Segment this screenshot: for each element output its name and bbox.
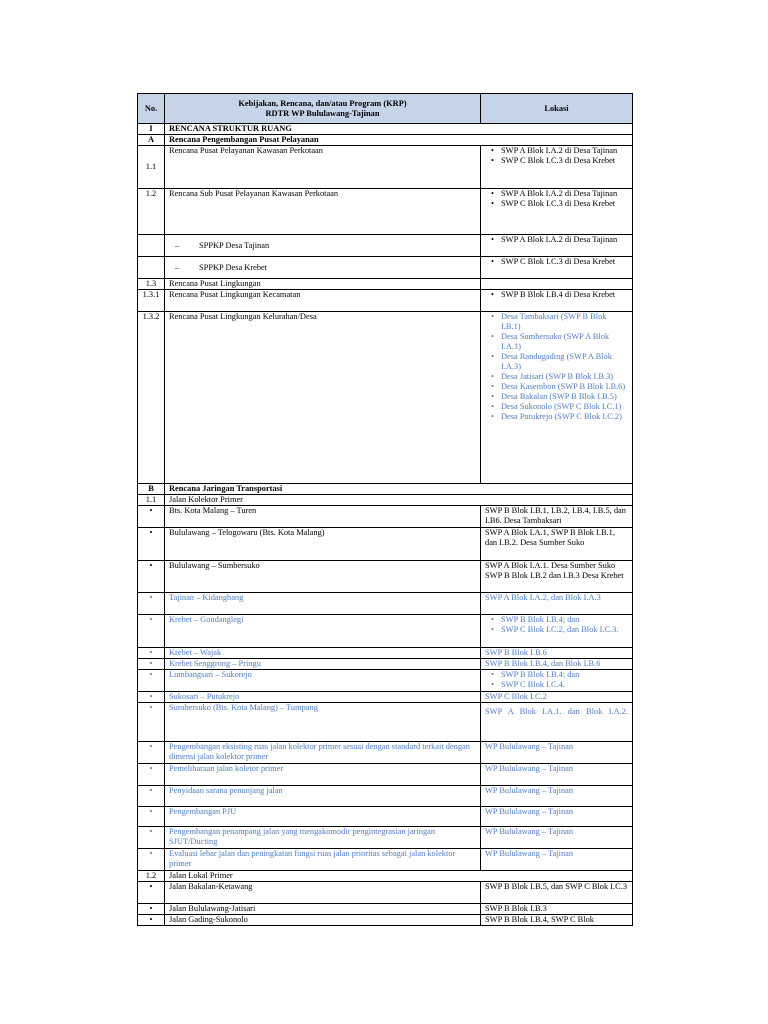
row-krp — [165, 257, 481, 279]
row-lokasi: SWP B Blok I.B.3 — [481, 904, 633, 915]
table-row — [138, 786, 633, 807]
table-row — [138, 882, 633, 904]
table-row — [138, 871, 633, 882]
list-item: • Desa Kasembon (SWP B Blok I.B.6) — [501, 382, 628, 392]
bullet: • — [138, 692, 165, 703]
row-lokasi: SWP C Blok I.C.2 — [481, 692, 633, 703]
table-row — [138, 506, 633, 528]
list-item: • Desa Tambaksari (SWP B Blok I.B.1) — [501, 312, 628, 332]
bullet: • — [138, 506, 165, 528]
row-lokasi: WP Bululawang – Tajinan — [481, 827, 633, 849]
row-lokasi: SWP B Blok I.B.1, I.B.2, I.B.4, I.B.5, dan I.B6. Desa Tambaksari — [481, 506, 633, 528]
row-krp: Rencana Pusat Lingkungan Kelurahan/Desa — [165, 312, 481, 484]
table-row — [138, 807, 633, 827]
table-row — [138, 703, 633, 742]
list-item: • SWP C Blok I.C.3 di Desa Krebet — [501, 156, 628, 166]
bullet: • — [138, 670, 165, 692]
header-krp-line1: Kebijakan, Rencana, dan/atau Program (KRP) — [238, 98, 407, 108]
row-lokasi — [481, 235, 633, 257]
bullet: • — [138, 807, 165, 827]
row-lokasi: WP Bululawang – Tajinan — [481, 849, 633, 871]
table-row — [138, 849, 633, 871]
row-krp: Jalan Kolektor Primer — [165, 495, 633, 506]
table-row — [138, 279, 633, 290]
row-no: 1.3 — [138, 279, 165, 290]
list-item: • Desa Sumbersuko (SWP A Blok I.A.1) — [501, 332, 628, 352]
row-krp: Pengembangan penampang jalan yang mengakomodir pengintegrasian jaringan SJUT/Ducting — [165, 827, 481, 849]
row-no: 1.3.2 — [138, 312, 165, 484]
row-no: 1.2 — [138, 189, 165, 235]
row-krp: Jalan Bululawang-Jatisari — [165, 904, 481, 915]
row-lokasi: WP Bululawang – Tajinan — [481, 742, 633, 764]
bullet: • — [138, 827, 165, 849]
section-title: Rencana Pengembangan Pusat Pelayanan — [165, 135, 633, 146]
row-no: 1.3.1 — [138, 290, 165, 312]
row-krp: Sukosari – Putukrejo — [165, 692, 481, 703]
bullet: • — [138, 528, 165, 561]
row-lokasi: SWP B Blok I.B.4, dan Blok I.B.6 — [481, 659, 633, 670]
list-item: • SWP B Blok I.B.4; dan — [501, 670, 628, 680]
row-lokasi — [481, 257, 633, 279]
table-row — [138, 692, 633, 703]
table-row — [138, 764, 633, 786]
dash-marker: – — [175, 262, 180, 272]
row-lokasi: SWP B Blok I.B.4, SWP C Blok — [481, 915, 633, 926]
row-krp: Tajinan – Kidangbang — [165, 593, 481, 615]
row-krp: Rencana Pusat Lingkungan Kecamatan — [165, 290, 481, 312]
header-no: No. — [138, 94, 165, 124]
row-krp: Pengembangan eksisting ruas jalan kolektor primer sesuai dengan standard terkait dengan dimensi jalan kolektor primer — [165, 742, 481, 764]
table-header-row — [138, 94, 633, 124]
row-krp: Sumbersuko (Bts. Kota Malang) – Tumpang — [165, 703, 481, 742]
section-row — [138, 135, 633, 146]
header-lokasi: Lokasi — [481, 94, 633, 124]
list-item: • SWP A Blok I.A.2 di Desa Tajinan — [501, 146, 628, 156]
list-item: • Desa Jatisari (SWP B Blok I.B.3) — [501, 372, 628, 382]
bullet: • — [138, 904, 165, 915]
row-lokasi: WP Bululawang – Tajinan — [481, 764, 633, 786]
bullet: • — [138, 786, 165, 807]
row-lokasi — [481, 146, 633, 189]
row-krp: Krebet – Wajak — [165, 648, 481, 659]
bullet: • — [138, 764, 165, 786]
row-krp: Rencana Pusat Pelayanan Kawasan Perkotaan — [165, 146, 481, 189]
row-lokasi — [481, 670, 633, 692]
bullet: • — [138, 742, 165, 764]
table-row — [138, 528, 633, 561]
table-row — [138, 670, 633, 692]
row-krp: Penyidaan sarana penunjang jalan — [165, 786, 481, 807]
row-krp: Lumbangsari – Sukorejo — [165, 670, 481, 692]
row-krp: Pengembangan PJU — [165, 807, 481, 827]
row-lokasi: WP Bululawang – Tajinan — [481, 807, 633, 827]
dash-marker: – — [175, 240, 180, 250]
list-item: • Desa Putukrejo (SWP C Blok I.C.2) — [501, 412, 628, 422]
row-lokasi — [481, 312, 633, 484]
row-lokasi — [481, 189, 633, 235]
table-row — [138, 495, 633, 506]
header-krp-line2: RDTR WP Bululawang-Tajinan — [265, 108, 380, 118]
bullet: • — [138, 703, 165, 742]
row-lokasi: SWP A Blok I.A.1. dan Blok I.A.2. — [481, 703, 633, 742]
sub-item-label: SPPKP Desa Krebet — [199, 262, 268, 272]
krp-table — [137, 93, 633, 926]
row-krp: Bts. Kota Malang – Turen — [165, 506, 481, 528]
row-lokasi: WP Bululawang – Tajinan — [481, 786, 633, 807]
row-lokasi — [481, 615, 633, 648]
section-title: RENCANA STRUKTUR RUANG — [165, 124, 633, 135]
row-krp: Rencana Sub Pusat Pelayanan Kawasan Perkotaan — [165, 189, 481, 235]
row-no: 1.2 — [138, 871, 165, 882]
list-item: • SWP B Blok I.B.4 di Desa Krebet — [501, 290, 628, 300]
table-row — [138, 648, 633, 659]
table-row — [138, 904, 633, 915]
table-row — [138, 615, 633, 648]
table-row — [138, 593, 633, 615]
row-no: 1.1 — [138, 146, 165, 189]
section-title: Rencana Jaringan Transportasi — [165, 484, 633, 495]
bullet: • — [138, 615, 165, 648]
table-row — [138, 290, 633, 312]
row-krp: Bululawang – Sumbersuko — [165, 561, 481, 593]
table-row — [138, 146, 633, 189]
bullet: • — [138, 849, 165, 871]
row-lokasi: SWP A Blok I.A.1, SWP B Blok I.B.1, dan I.B.2. Desa Sumber Suko — [481, 528, 633, 561]
table-row — [138, 235, 633, 257]
table-row — [138, 257, 633, 279]
section-no: A — [138, 135, 165, 146]
section-row — [138, 124, 633, 135]
row-krp: Jalan Bakalan-Ketawang — [165, 882, 481, 904]
row-krp: Evaluasi lebar jalan dan peningkatan fungsi ruas jalan prioritas sebagai jalan kolektor primer — [165, 849, 481, 871]
row-krp: Jalan Gading-Sukonolo — [165, 915, 481, 926]
bullet: • — [138, 561, 165, 593]
sub-item-label: SPPKP Desa Tajinan — [199, 240, 270, 250]
section-no: B — [138, 484, 165, 495]
table-row — [138, 915, 633, 926]
table-row — [138, 189, 633, 235]
list-item: • SWP A Blok I.A.2 di Desa Tajinan — [501, 235, 628, 245]
row-krp: Rencana Pusat Lingkungan — [165, 279, 481, 290]
table-row — [138, 561, 633, 593]
list-item: • SWP C Blok I.C.3 di Desa Krebet — [501, 199, 628, 209]
row-krp: Krebet Senggrong – Pringu — [165, 659, 481, 670]
table-row — [138, 827, 633, 849]
row-lokasi — [481, 290, 633, 312]
row-krp: Pemeliharaan jalan koletor primer — [165, 764, 481, 786]
row-lokasi: SWP B Blok I.B.6 — [481, 648, 633, 659]
list-item: • Desa Randugading (SWP A Blok I.A.3) — [501, 352, 628, 372]
list-item: • SWP C Blok I.C.4. — [501, 680, 628, 690]
header-krp — [165, 94, 481, 124]
table-row — [138, 659, 633, 670]
row-no: 1.1 — [138, 495, 165, 506]
row-lokasi: SWP B Blok I.B.5, dan SWP C Blok I.C.3 — [481, 882, 633, 904]
row-krp: Jalan Lokal Primer — [165, 871, 633, 882]
table-row — [138, 742, 633, 764]
list-item: • Desa Bakalan (SWP B Blok I.B.5) — [501, 392, 628, 402]
row-krp: Bululawang – Telogowaru (Bts. Kota Malang) — [165, 528, 481, 561]
list-item: • SWP C Blok I.C.2, dan Blok I.C.3. — [501, 625, 628, 635]
row-lokasi: SWP A Blok I.A.1. Desa Sumber Suko SWP B Blok I.B.2 dan I.B.3 Desa Krebet — [481, 561, 633, 593]
bullet: • — [138, 659, 165, 670]
list-item: • SWP A Blok I.A.2 di Desa Tajinan — [501, 189, 628, 199]
list-item: • Desa Sukonolo (SWP C Blok I.C.1) — [501, 402, 628, 412]
row-krp: Krebet – Gondanglegi — [165, 615, 481, 648]
row-lokasi: SWP A Blok I.A.2, dan Blok I.A.3 — [481, 593, 633, 615]
bullet: • — [138, 593, 165, 615]
section-no: I — [138, 124, 165, 135]
row-krp — [165, 235, 481, 257]
table-row — [138, 312, 633, 484]
list-item: • SWP C Blok I.C.3 di Desa Krebet — [501, 257, 628, 267]
section-row — [138, 484, 633, 495]
bullet: • — [138, 915, 165, 926]
list-item: • SWP B Blok I.B.4; dan — [501, 615, 628, 625]
bullet: • — [138, 648, 165, 659]
bullet: • — [138, 882, 165, 904]
